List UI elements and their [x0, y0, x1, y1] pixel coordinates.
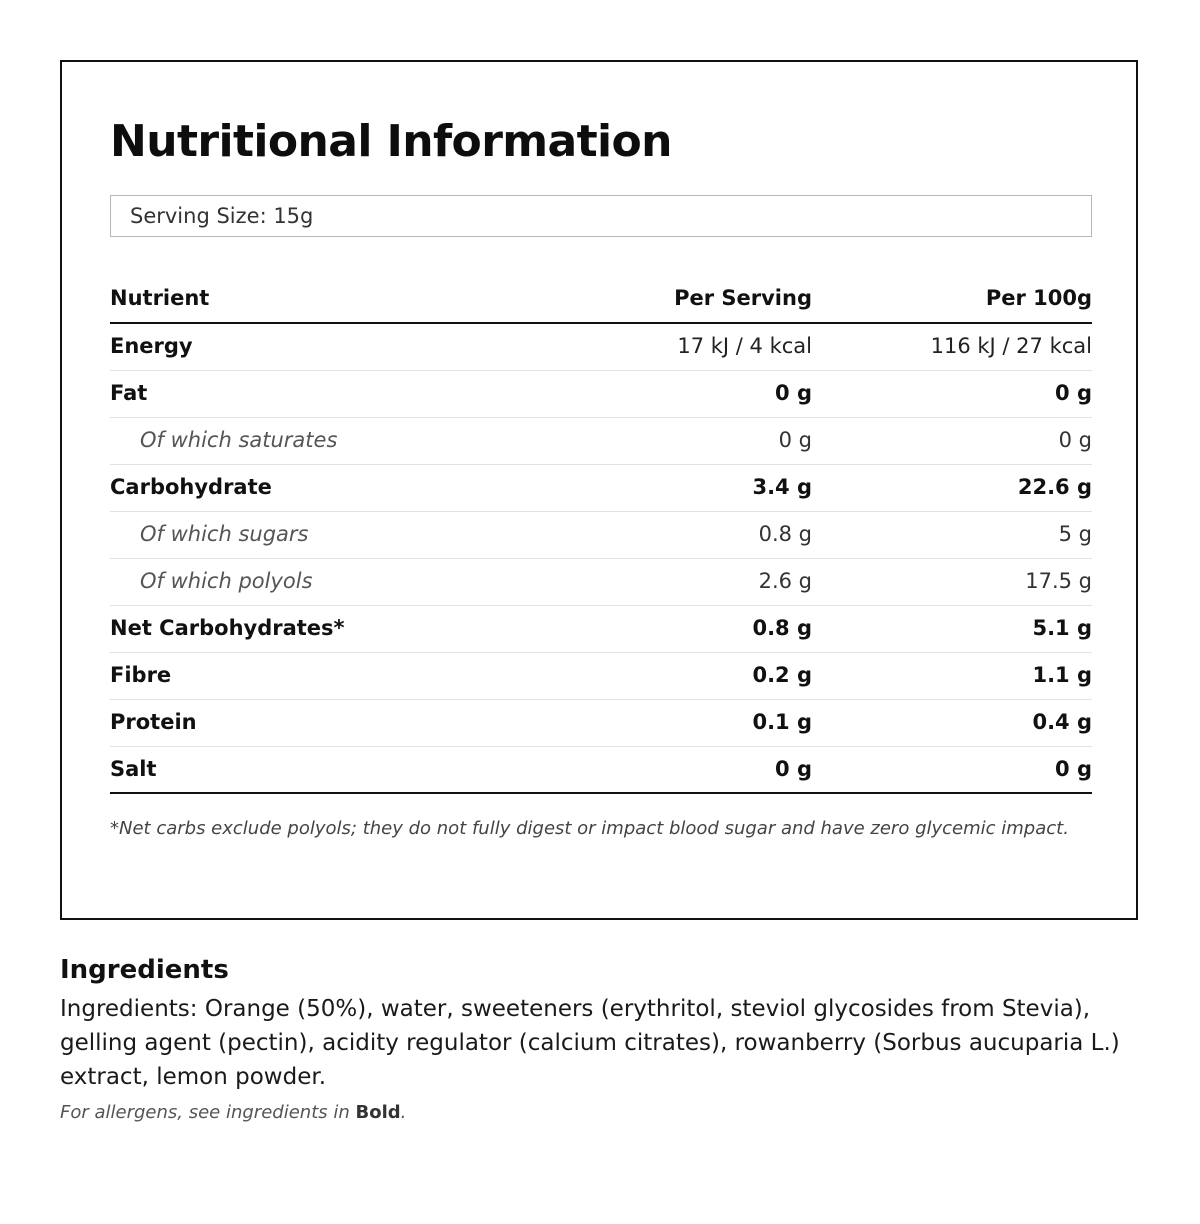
per-100g-value: 1.1 g — [812, 652, 1092, 699]
table-row — [110, 699, 1092, 746]
nutrient-name: Of which polyols — [110, 558, 530, 605]
column-header-per-100g: Per 100g — [812, 258, 1092, 323]
allergen-note-suffix: . — [400, 1102, 407, 1123]
ingredients-text: Ingredients: Orange (50%), water, sweeteners (erythritol, steviol glycosides from Stevia), gelling agent (pectin), acidity regulator (calcium citrates), rowanberry (Sorbus aucuparia L.) extract, lemon powder. — [60, 996, 1120, 1090]
per-serving-value: 17 kJ / 4 kcal — [530, 323, 812, 370]
per-100g-value: 0 g — [812, 417, 1092, 464]
table-row — [110, 652, 1092, 699]
serving-size: Serving Size: 15g — [110, 195, 1092, 237]
nutrition-panel — [60, 60, 1138, 920]
per-serving-value: 2.6 g — [530, 558, 812, 605]
nutrient-name: Of which saturates — [110, 417, 530, 464]
table-row — [110, 417, 1092, 464]
allergen-note — [60, 1100, 406, 1126]
table-row — [110, 605, 1092, 652]
table-row — [110, 746, 1092, 793]
allergen-note-bold: Bold — [355, 1102, 401, 1123]
per-100g-value: 0 g — [812, 370, 1092, 417]
nutrition-title: Nutritional Information — [110, 116, 672, 167]
per-serving-value: 0.2 g — [530, 652, 812, 699]
nutrient-name: Protein — [110, 699, 530, 746]
allergen-note-prefix: For allergens, see ingredients in — [60, 1102, 356, 1123]
per-100g-value: 5.1 g — [812, 605, 1092, 652]
per-100g-value: 22.6 g — [812, 464, 1092, 511]
table-row — [110, 558, 1092, 605]
per-serving-value: 3.4 g — [530, 464, 812, 511]
net-carbs-footnote: *Net carbs exclude polyols; they do not fully digest or impact blood sugar and have zero glycemic impact. — [110, 818, 1069, 839]
table-row — [110, 511, 1092, 558]
per-100g-value: 0.4 g — [812, 699, 1092, 746]
table-row — [110, 323, 1092, 370]
per-serving-value: 0 g — [530, 746, 812, 793]
nutrient-name: Carbohydrate — [110, 464, 530, 511]
nutrient-name: Of which sugars — [110, 511, 530, 558]
per-100g-value: 0 g — [812, 746, 1092, 793]
nutrition-table — [110, 258, 1092, 794]
nutrient-name: Fat — [110, 370, 530, 417]
per-serving-value: 0 g — [530, 417, 812, 464]
column-header-per-serving: Per Serving — [530, 258, 812, 323]
per-100g-value: 17.5 g — [812, 558, 1092, 605]
per-serving-value: 0.8 g — [530, 605, 812, 652]
nutrient-name: Fibre — [110, 652, 530, 699]
column-header-nutrient: Nutrient — [110, 258, 530, 323]
ingredients-heading: Ingredients — [60, 955, 229, 985]
per-serving-value: 0.1 g — [530, 699, 812, 746]
table-header-row — [110, 258, 1092, 323]
nutrient-name: Net Carbohydrates* — [110, 605, 530, 652]
table-row — [110, 464, 1092, 511]
nutrient-name: Energy — [110, 323, 530, 370]
per-100g-value: 5 g — [812, 511, 1092, 558]
nutrient-name: Salt — [110, 746, 530, 793]
per-serving-value: 0 g — [530, 370, 812, 417]
table-row — [110, 370, 1092, 417]
per-100g-value: 116 kJ / 27 kcal — [812, 323, 1092, 370]
per-serving-value: 0.8 g — [530, 511, 812, 558]
